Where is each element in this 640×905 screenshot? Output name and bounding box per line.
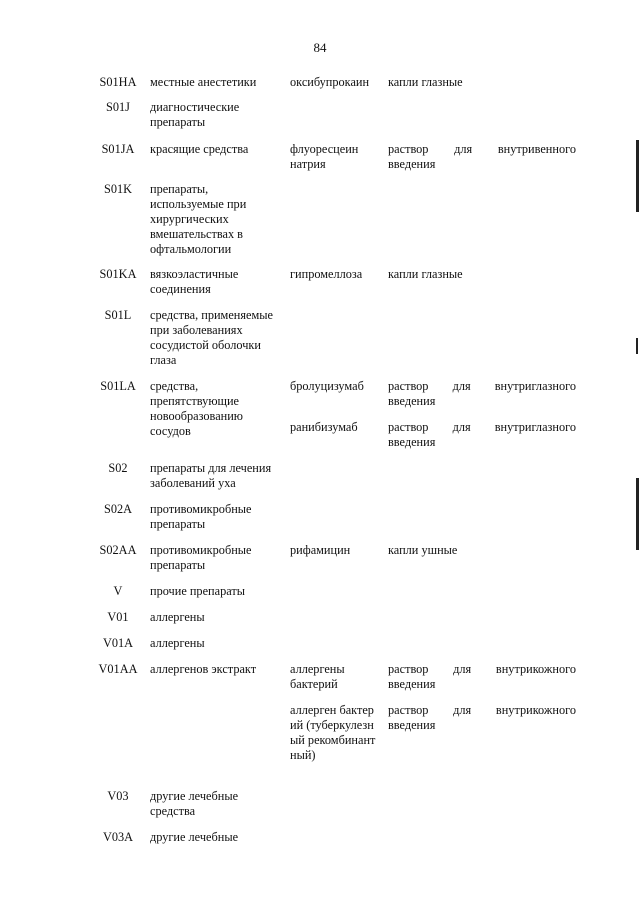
group-name: аллергены [150,636,205,650]
drug-name: ранибизумаб [290,420,358,434]
group-name: противомикробные препараты [150,502,252,531]
drug-name: бролуцизумаб [290,379,364,393]
dosage-form-line: введения [388,718,436,732]
atc-code: S02AA [99,543,137,557]
group-name: препараты, используемые при хирургических вмешательствах в офтальмологии [150,182,247,256]
group-name: средства, применяемые при заболеваниях сосудистой оболочки глаза [150,308,273,367]
page-number: 84 [313,40,327,55]
scan-artifact [636,478,639,550]
dosage-form-line: раствор для внутрикожного [388,662,576,676]
dosage-form: капли ушные [388,543,458,557]
dosage-form-line: раствор для внутрикожного [388,703,576,717]
atc-code: S01HA [99,75,137,89]
group-name: местные анестетики [150,75,257,89]
atc-code: S02 [108,461,128,475]
group-name: другие лечебные средства [150,789,239,818]
group-name: аллергены [150,610,205,624]
atc-code: V03A [102,830,134,844]
dosage-form [388,703,576,733]
dosage-form: капли глазные [388,75,463,89]
atc-code: V [113,584,123,598]
group-name: вязкоэластичные соединения [150,267,239,296]
drug-name: аллерген бактерий (туберкулезный рекомбинантный) [290,703,376,762]
dosage-form [388,379,576,409]
dosage-form-line: раствор для внутриглазного [388,379,576,393]
drug-name: флуоресцеин натрия [290,142,359,171]
group-name: другие лечебные [150,830,239,844]
drug-name: оксибупрокаин [290,75,370,89]
dosage-form-line: введения [388,677,436,691]
atc-code: S01KA [99,267,137,281]
dosage-form-line: раствор для внутривенного [388,142,576,156]
atc-code: S02A [103,502,133,516]
group-name: диагностические препараты [150,100,240,129]
atc-code: V01 [107,610,129,624]
scan-artifact [636,140,639,212]
atc-code: S01K [103,182,133,196]
atc-code: S01L [104,308,132,322]
group-name: прочие препараты [150,584,246,598]
dosage-form-line: введения [388,435,436,449]
atc-code: S01JA [101,142,135,156]
dosage-form-line: введения [388,157,436,171]
atc-code: S01J [106,100,130,114]
atc-code: S01LA [100,379,136,393]
dosage-form-line: введения [388,394,436,408]
group-name: аллергенов экстракт [150,662,257,676]
atc-code: V01A [102,636,134,650]
dosage-form [388,420,576,450]
atc-code: V03 [107,789,129,803]
drug-name: аллергены бактерий [290,662,345,691]
dosage-form [388,142,576,172]
dosage-form: капли глазные [388,267,463,281]
drug-name: гипромеллоза [290,267,363,281]
group-name: препараты для лечения заболеваний уха [150,461,272,490]
group-name: противомикробные препараты [150,543,252,572]
drug-name: рифамицин [290,543,351,557]
group-name: средства, препятствующие новообразованию сосудов [150,379,243,438]
group-name: красящие средства [150,142,249,156]
scan-artifact [636,338,638,354]
atc-code: V01AA [98,662,138,676]
dosage-form-line: раствор для внутриглазного [388,420,576,434]
dosage-form [388,662,576,692]
